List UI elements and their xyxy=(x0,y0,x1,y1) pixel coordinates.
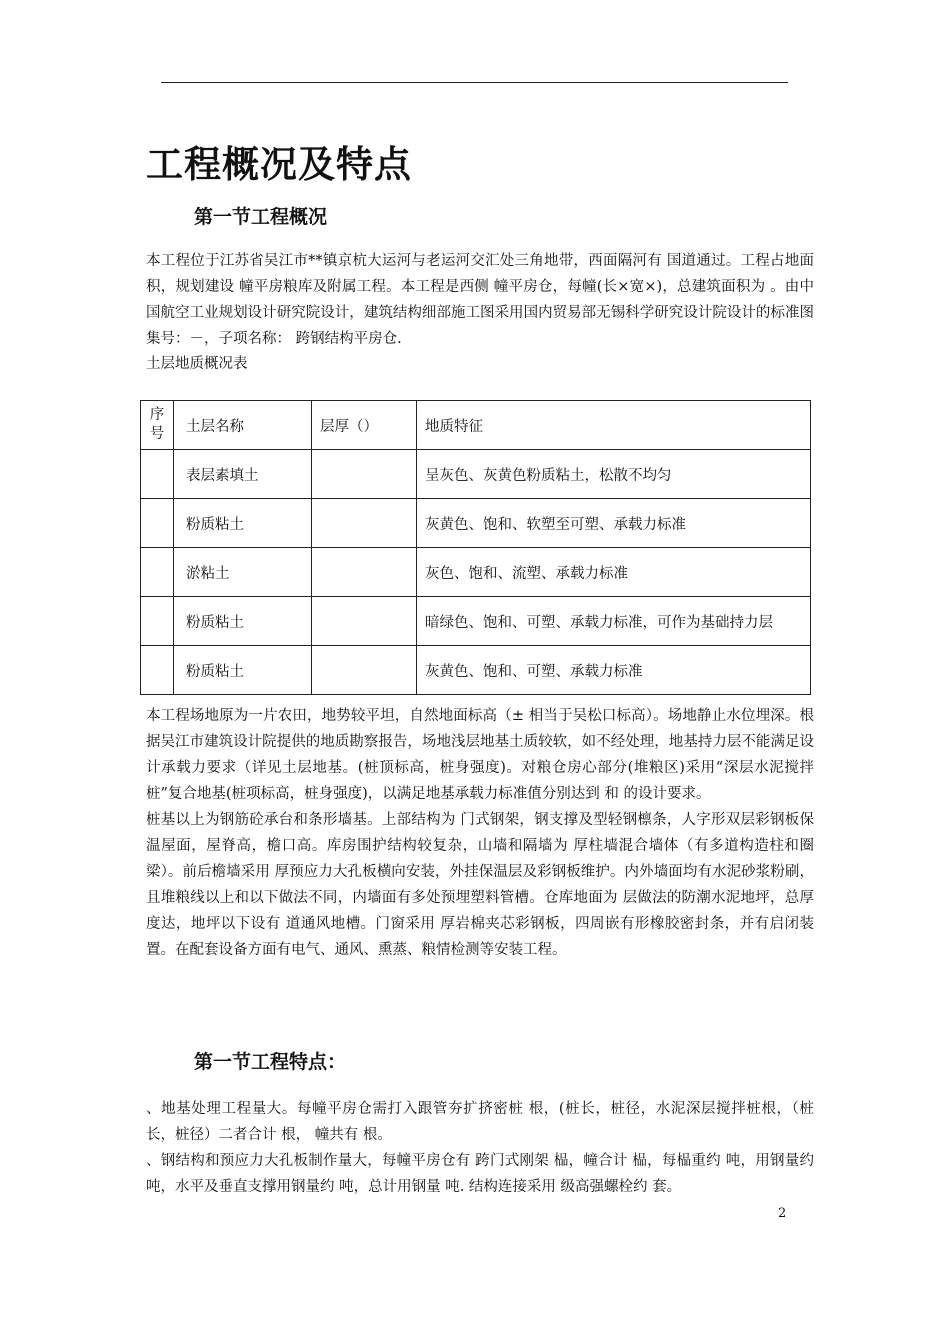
feature-item: 、地基处理工程量大。每幢平房仓需打入跟管夯扩挤密桩 根，(桩长，桩径，水泥深层搅拌桩根，（桩长，桩径）二者合计 根， 幢共有 根。 xyxy=(146,1101,814,1143)
cell-index xyxy=(141,450,174,499)
soil-layer-table xyxy=(140,400,811,695)
structure-paragraph: 桩基以上为钢筋砼承台和条形墙基。上部结构为 门式钢架，钢支撑及型轻钢檩条，人字形双层彩钢板保温屋面，屋脊高，檐口高。库房围护结构较复杂，山墙和隔墙为 厚柱墙混合墙体（有多道构造柱和圈梁）。前后檐墙采用 厚预应力大孔板横向安装，外挂保温层及彩钢板维护。内外墙面均有水泥砂浆粉刷，且堆粮线以上和以下做法不同，内墙面有多处预埋塑料管槽。仓库地面为 层做法的防潮水泥地坪，总厚度达，地坪以下设有 道通风地槽。门窗采用 厚岩棉夹芯彩钢板，四周嵌有形橡胶密封条，并有启闭装置。在配套设备方面有电气、通风、熏蒸、粮情检测等安装工程。 xyxy=(146,812,814,958)
cell-thickness xyxy=(312,450,417,499)
overview-text: 本工程位于江苏省吴江市**镇京杭大运河与老运河交汇处三角地带，西面隔河有 国道通过。工程占地面积，规划建设 幢平房粮库及附属工程。本工程是西侧 幢平房仓，每幢(长×宽×)，总建筑面积为 。由中国航空工业规划设计研究院设计，建筑结构细部施工图采用国内贸易部无锡科学研究设计院设计的标准图集号：－，子项名称： 跨钢结构平房仓. xyxy=(146,253,814,347)
cell-index xyxy=(141,597,174,646)
cell-name: 粉质粘土 xyxy=(174,646,312,695)
table-row xyxy=(141,450,811,499)
table-row xyxy=(141,597,811,646)
cell-feature: 灰黄色、饱和、可塑、承载力标准 xyxy=(417,646,811,695)
overview-paragraph xyxy=(146,248,814,352)
page-title: 工程概况及特点 xyxy=(146,143,412,186)
header-rule xyxy=(161,82,788,83)
table-row xyxy=(141,499,811,548)
header-cell-index: 序号 xyxy=(141,401,174,450)
cell-thickness xyxy=(312,499,417,548)
feature-item: 、钢结构和预应力大孔板制作量大，每幢平房仓有 跨门式刚架 榀，幢合计 榀，每榀重约 吨，用钢量约 吨，水平及垂直支撑用钢量约 吨，总计用钢量 吨. 结构连接采用 级高强螺栓约 套。 xyxy=(146,1153,814,1195)
cell-name: 粉质粘土 xyxy=(174,597,312,646)
table-caption: 土层地质概况表 xyxy=(146,356,248,372)
cell-feature: 灰色、饱和、流塑、承载力标准 xyxy=(417,548,811,597)
cell-feature: 暗绿色、饱和、可塑、承载力标准，可作为基础持力层 xyxy=(417,597,811,646)
cell-thickness xyxy=(312,597,417,646)
table-header-row xyxy=(141,401,811,450)
section-heading-overview: 第一节工程概况 xyxy=(194,206,328,228)
table-row xyxy=(141,548,811,597)
cell-index xyxy=(141,548,174,597)
header-cell-name: 土层名称 xyxy=(174,401,312,450)
cell-name: 淤粘土 xyxy=(174,548,312,597)
cell-feature: 灰黄色、饱和、软塑至可塑、承载力标准 xyxy=(417,499,811,548)
cell-feature: 呈灰色、灰黄色粉质粘土，松散不均匀 xyxy=(417,450,811,499)
table-row xyxy=(141,646,811,695)
header-cell-feature: 地质特征 xyxy=(417,401,811,450)
cell-index xyxy=(141,499,174,548)
cell-index xyxy=(141,646,174,695)
site-paragraph: 本工程场地原为一片农田，地势较平坦，自然地面标高（± 相当于吴松口标高）。场地静止水位埋深。根据吴江市建筑设计院提供的地质勘察报告，场地浅层地基土质较软，如不经处理，地基持力层不能满足设计承载力要求（详见土层地基。(桩顶标高，桩身强度)。对粮仓房心部分(堆粮区)采用“深层水泥搅拌桩”复合地基(桩项标高，桩身强度)，以满足地基承载力标准值分别达到 和 的设计要求。 xyxy=(146,708,814,802)
features-list xyxy=(146,1096,814,1200)
cell-name: 粉质粘土 xyxy=(174,499,312,548)
cell-thickness xyxy=(312,646,417,695)
page-number: 2 xyxy=(778,1206,787,1221)
site-description xyxy=(146,703,814,963)
section-heading-features: 第一节工程特点： xyxy=(194,1051,347,1073)
header-cell-thickness: 层厚（） xyxy=(312,401,417,450)
cell-thickness xyxy=(312,548,417,597)
cell-name: 表层素填土 xyxy=(174,450,312,499)
